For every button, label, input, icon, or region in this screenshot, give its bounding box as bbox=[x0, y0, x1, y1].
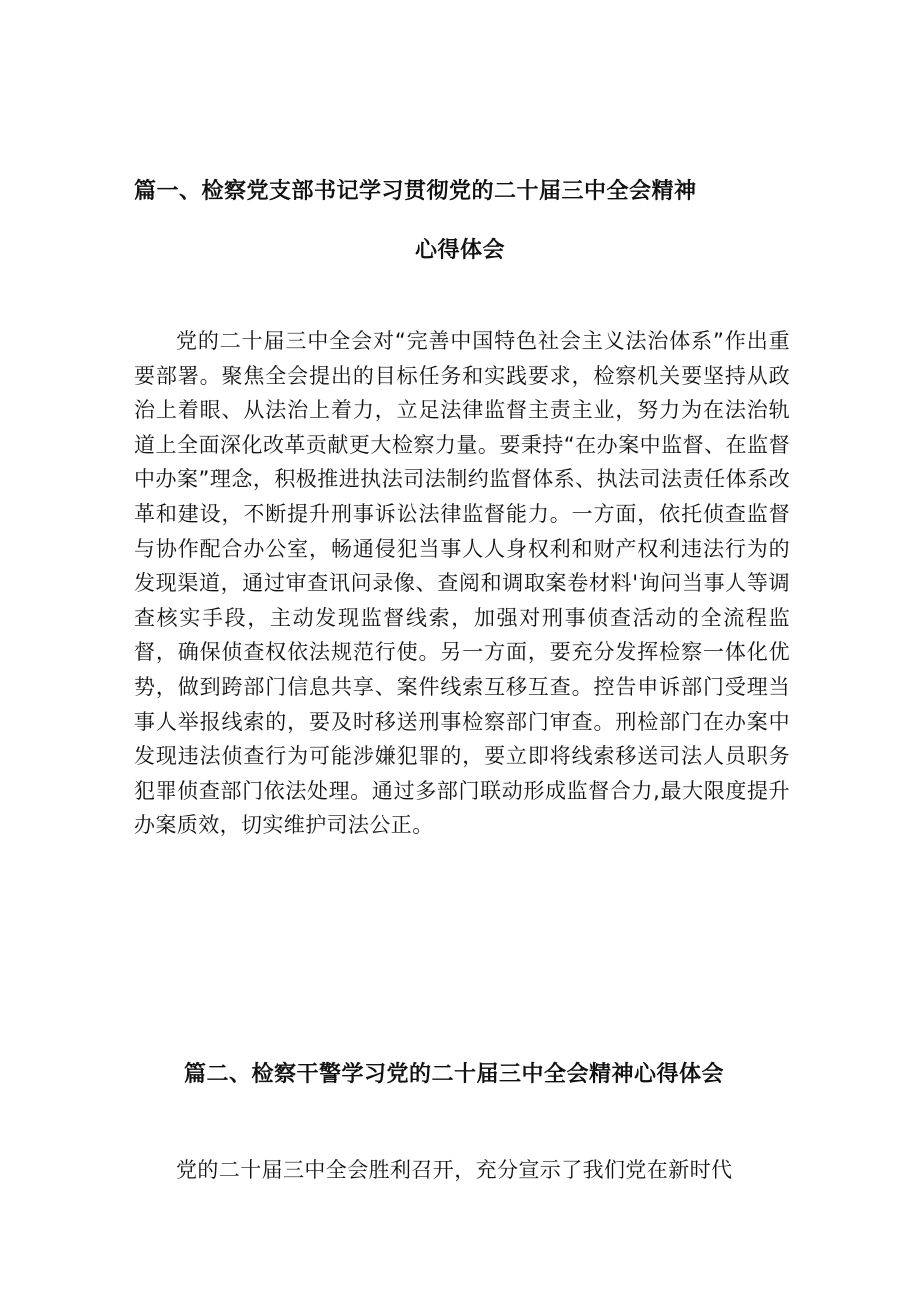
section1-paragraph: 党的二十届三中全会对“完善中国特色社会主义法治体系”作出重要部署。聚焦全会提出的目标任务和实践要求，检察机关要坚持从政治上着眼、从法治上着力，立足法律监督主责主业，努力为在法治轨道上全面深化改革贡献更大检察力量。要秉持“在办案中监督、在监督中办案”理念，积极推进执法司法制约监督体系、执法司法责任体系改革和建设，不断提升刑事诉讼法律监督能力。一方面，依托侦查监督与协作配合办公室，畅通侵犯当事人人身权利和财产权利违法行为的发现渠道，通过审查讯问录像、查阅和调取案卷材料'询问当事人等调查核实手段，主动发现监督线索，加强对刑事侦查活动的全流程监督，确保侦查权依法规范行使。另一方面，要充分发挥检察一体化优势，做到跨部门信息共享、案件线索互移互查。控告申诉部门受理当事人举报线索的，要及时移送刑事检察部门审查。刑检部门在办案中发现违法侦查行为可能涉嫌犯罪的，要立即将线索移送司法人员职务犯罪侦查部门依法处理。通过多部门联动形成监督合力,最大限度提升办案质效，切实维护司法公正。 bbox=[134, 329, 790, 838]
section1-title-line1: 篇一、检察党支部书记学习贯彻党的二十届三中全会精神 bbox=[134, 179, 697, 204]
section2-title: 篇二、检察干警学习党的二十届三中全会精神心得体会 bbox=[184, 1062, 725, 1087]
section1-title-line2: 心得体会 bbox=[415, 238, 506, 263]
section2-paragraph: 党的二十届三中全会胜利召开，充分宣示了我们党在新时代 bbox=[176, 1158, 733, 1182]
